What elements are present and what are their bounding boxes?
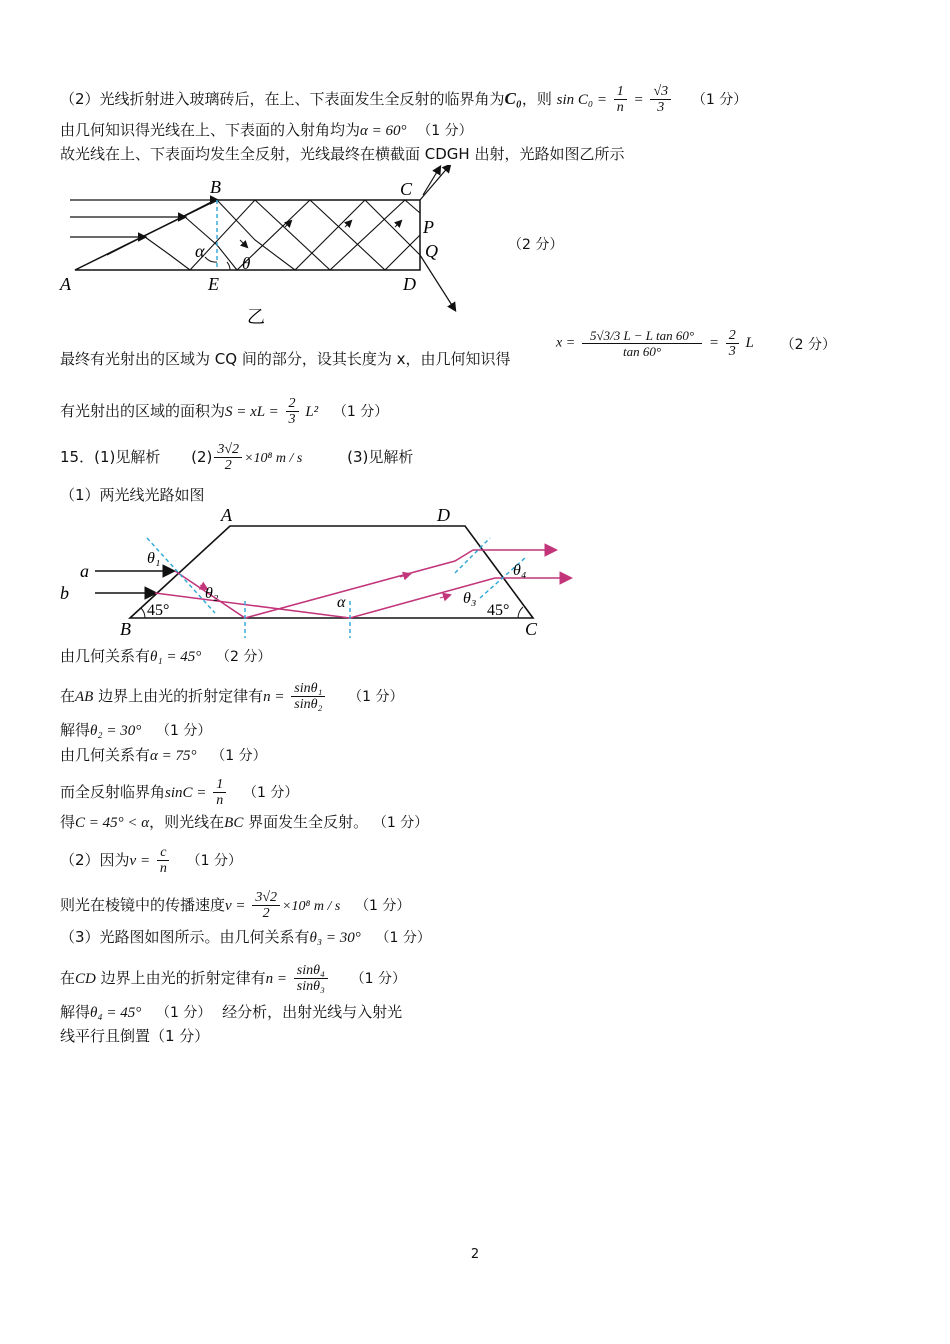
q14-line1: （2）光线折射进入玻璃砖后，在上、下表面发生全反射的临界角为C₀，则 sin C₀ = $\frac{1}{n}$ = $\frac{√3}{3}$ （1 分） xyxy=(60,84,748,115)
svg-text:B: B xyxy=(120,619,131,639)
svg-text:α: α xyxy=(195,241,205,261)
q14-line2: 由几何知识得光线在上、下表面的入射角均为α = 60° （1 分） xyxy=(60,121,473,139)
svg-text:D: D xyxy=(403,274,416,294)
fraction: $\frac{c}{n}$ xyxy=(157,845,170,876)
q15-l12: 线平行且倒置（1 分） xyxy=(60,1027,210,1045)
q14-line4: 最终有光射出的区域为 CQ 间的部分，设其长度为 x，由几何知识得 xyxy=(60,350,511,368)
fraction: $\frac{2}{3}$ xyxy=(286,396,299,427)
fraction: $\frac{\text{sinθ₁}}{\text{sinθ₂}}$ xyxy=(291,681,325,712)
svg-text:α: α xyxy=(337,594,346,611)
fraction: $\frac{2}{3}$ xyxy=(726,328,739,359)
figure-score: （2 分） xyxy=(508,237,564,253)
svg-text:b: b xyxy=(60,583,69,603)
q15-l10: 在CD 边界上由光的折射定律有n = $\frac{\text{sinθ₄}}{\text{sinθ₃}}$ （1 分） xyxy=(60,963,407,994)
fraction: $\frac{3√2}{2}$ xyxy=(252,890,280,921)
svg-text:θ₂: θ₂ xyxy=(205,585,219,602)
svg-text:45°: 45° xyxy=(487,602,510,619)
q15-l2: 在AB 边界上由光的折射定律有n = $\frac{\text{sinθ₁}}{\text{sinθ₂}}$ （1 分） xyxy=(60,681,404,712)
fraction: $\frac{3√2}{2}$ xyxy=(214,442,242,473)
figure-prism xyxy=(55,503,575,643)
fraction: $\frac{1}{n}$ xyxy=(614,84,627,115)
svg-text:C: C xyxy=(400,179,413,199)
q15-l4: 由几何关系有α = 75° （1 分） xyxy=(60,746,267,764)
q15-l1: 由几何关系有θ₁ = 45° （2 分） xyxy=(60,647,272,665)
svg-text:D: D xyxy=(437,505,450,525)
q15-l8: 则光在棱镜中的传播速度v = $\frac{3√2}{2}$ ×10⁸ m / s （1 分） xyxy=(60,890,411,921)
q15-l11: 解得θ₄ = 45° （1 分） 经分析，出射光线与入射光 xyxy=(60,1003,403,1021)
fraction: $\frac{\text{5√3/3 L − L tan 60°}}{\tan 60^\circ}$ xyxy=(582,328,702,359)
svg-text:A: A xyxy=(221,505,232,525)
q15-l7: （2）因为v = $\frac{c}{n}$ （1 分） xyxy=(60,845,242,876)
q15-l9: （3）光路图如图所示。由几何关系有θ₃ = 30° （1 分） xyxy=(60,928,431,946)
q15-header: 15．(1)见解析 (2) $\frac{3√2}{2}$ ×10⁸ m / s (3)见解析 xyxy=(60,442,414,473)
svg-text:θ₃: θ₃ xyxy=(463,590,477,607)
fraction: $\frac{1}{n}$ xyxy=(213,777,226,808)
svg-text:Q: Q xyxy=(425,241,438,261)
svg-text:P: P xyxy=(423,217,434,237)
page-number: 2 xyxy=(470,1247,480,1262)
svg-text:θ₁: θ₁ xyxy=(147,550,161,567)
q15-l6: 得C = 45° < α，则光线在BC 界面发生全反射。 （1 分） xyxy=(60,813,429,831)
q14-line3: 故光线在上、下表面均发生全反射，光线最终在横截面 CDGH 出射，光路如图乙所示 xyxy=(60,145,625,163)
svg-text:乙: 乙 xyxy=(247,307,265,325)
svg-text:a: a xyxy=(80,561,89,581)
q14-line5: 有光射出的区域的面积为S = xL = $\frac{2}{3}$ L² （1 分） xyxy=(60,396,389,427)
svg-text:E: E xyxy=(208,274,219,294)
svg-text:45°: 45° xyxy=(147,602,170,619)
svg-text:θ: θ xyxy=(242,254,251,273)
q14-line4-formula: x = $\frac{\text{5√3/3 L − L tan 60°}}{\tan 60^\circ}$ = $\frac{2}{3}$ L （2 分） xyxy=(556,328,836,359)
figure-yi xyxy=(55,165,475,325)
svg-text:θ₄: θ₄ xyxy=(513,562,527,579)
svg-text:C: C xyxy=(525,619,538,639)
svg-text:A: A xyxy=(60,274,71,294)
fraction: $\frac{\text{sinθ₄}}{\text{sinθ₃}}$ xyxy=(294,963,328,994)
q15-p1-title: （1）两光线光路如图 xyxy=(60,486,205,504)
fraction: $\frac{√3}{3}$ xyxy=(650,84,671,115)
q15-l3: 解得θ₂ = 30° （1 分） xyxy=(60,721,212,739)
q15-l5: 而全反射临界角sinC = $\frac{1}{n}$ （1 分） xyxy=(60,777,299,808)
svg-text:B: B xyxy=(210,177,221,197)
